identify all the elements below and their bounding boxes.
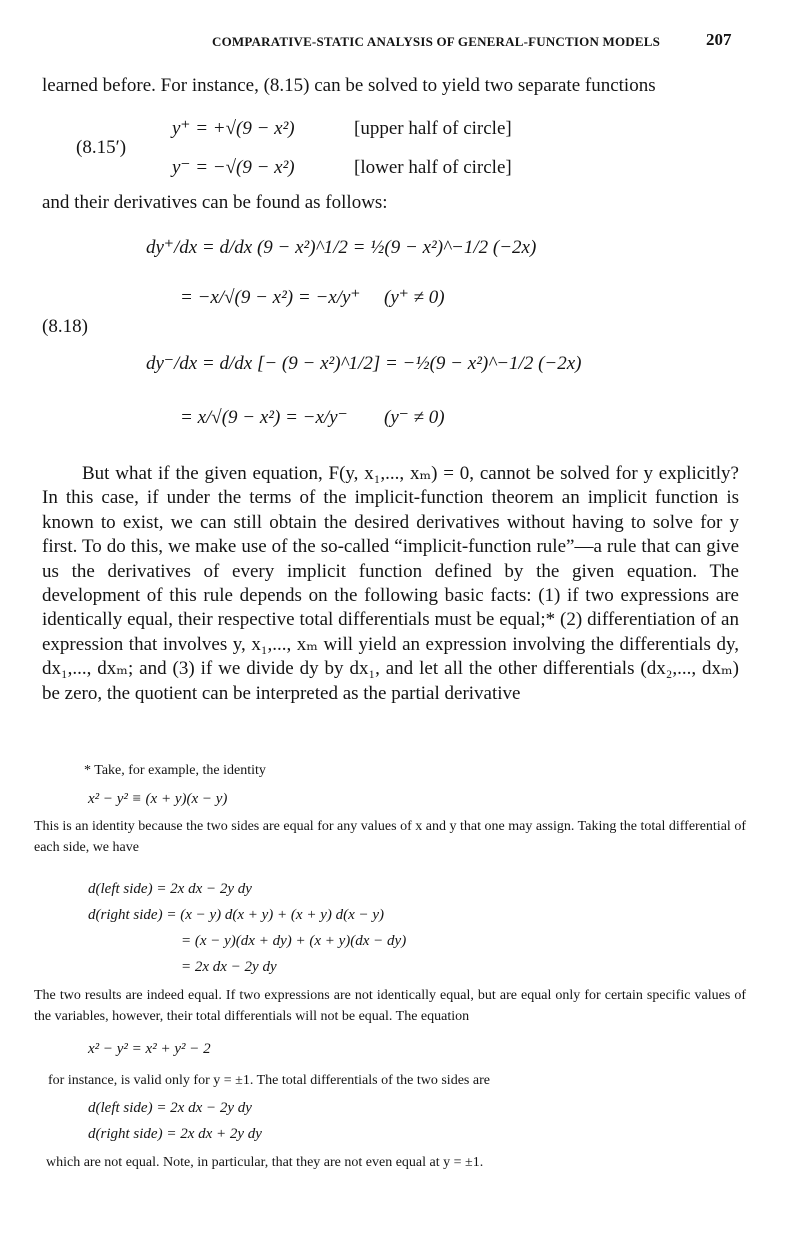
- footnote-diff-left: d(left side) = 2x dx − 2y dy: [88, 881, 252, 897]
- equation-upper-half-note: [upper half of circle]: [354, 118, 512, 139]
- footnote-diff-right-2: = (x − y)(dx + dy) + (x + y)(dx − dy): [181, 933, 407, 949]
- footnote-diff2-right: d(right side) = 2x dx + 2y dy: [88, 1126, 262, 1142]
- footnote-paragraph-2: [34, 985, 746, 1027]
- derivatives-intro: and their derivatives can be found as follows:: [42, 192, 388, 213]
- equation-lower-half: y⁻ = −√(9 − x²): [172, 157, 295, 178]
- equation-label-8-15-prime: (8.15′): [76, 137, 127, 158]
- page-number: 207: [706, 30, 732, 49]
- footnote-paragraph-3: for instance, is valid only for y = ±1. The total differentials of the two sides are: [48, 1073, 490, 1088]
- footnote-diff2-left: d(left side) = 2x dx − 2y dy: [88, 1100, 252, 1116]
- footnote-intro: * Take, for example, the identity: [84, 763, 266, 778]
- equation-8-18-line-4: = x/√(9 − x²) = −x/y⁻: [180, 407, 348, 428]
- equation-8-18-line-2-condition: (y⁺ ≠ 0): [384, 287, 445, 308]
- footnote-paragraph-1: [34, 816, 746, 858]
- equation-8-18-line-3: dy⁻/dx = d/dx [− (9 − x²)^1/2] = −½(9 − x²)^−1/2 (−2x): [146, 353, 582, 374]
- footnote-equation: x² − y² = x² + y² − 2: [88, 1041, 211, 1057]
- equation-8-18-line-1: dy⁺/dx = d/dx (9 − x²)^1/2 = ½(9 − x²)^−1/2 (−2x): [146, 237, 537, 258]
- equation-upper-half: y⁺ = +√(9 − x²): [172, 118, 295, 139]
- main-paragraph: [42, 462, 739, 706]
- equation-8-18-line-2: = −x/√(9 − x²) = −x/y⁺: [180, 287, 361, 308]
- footnote-diff-right-1: d(right side) = (x − y) d(x + y) + (x + y) d(x − y): [88, 907, 385, 923]
- main-paragraph-text: But what if the given equation, F(y, x₁,..., xₘ) = 0, cannot be solved for y explicitly? In this case, if under the terms of the implicit-function theorem an implicit function is known to exist, we can still obtain the desired derivatives without having to solve for y first. To do this, we make use of the so-called “implicit-function rule”—a rule that can give us the derivatives of every implicit function defined by the given equation. The development of this rule depends on the following basic facts: (1) if two expressions are identically equal, their respective total differentials must be equal;* (2) differentiation of an expression that involves y, x₁,..., xₘ will yield an expression involving the differentials dy, dx₁,..., dxₘ; and (3) if we divide dy by dx₁, and let all the other differentials (dx₂,..., dxₘ) be zero, the quotient can be interpreted as the partial derivative: [42, 463, 739, 704]
- running-head: [0, 30, 795, 54]
- footnote-identity: x² − y² ≡ (x + y)(x − y): [88, 791, 228, 807]
- running-head-title: COMPARATIVE-STATIC ANALYSIS OF GENERAL-FUNCTION MODELS: [212, 34, 661, 49]
- footnote-diff-right-3: = 2x dx − 2y dy: [181, 959, 277, 975]
- footnote-paragraph-2-text: The two results are indeed equal. If two expressions are not identically equal, but are equal only for certain specific values of the variables, however, their total differentials will not be equal. The equation: [34, 988, 746, 1024]
- equation-label-8-18: (8.18): [42, 316, 88, 337]
- intro-line: learned before. For instance, (8.15) can be solved to yield two separate functions: [42, 75, 656, 96]
- footnote-paragraph-1-text: This is an identity because the two sides are equal for any values of x and y that one may assign. Taking the total differential of each side, we have: [34, 819, 746, 855]
- equation-lower-half-note: [lower half of circle]: [354, 157, 512, 178]
- footnote-paragraph-4: which are not equal. Note, in particular, that they are not even equal at y = ±1.: [46, 1155, 484, 1170]
- equation-8-18-line-4-condition: (y⁻ ≠ 0): [384, 407, 445, 428]
